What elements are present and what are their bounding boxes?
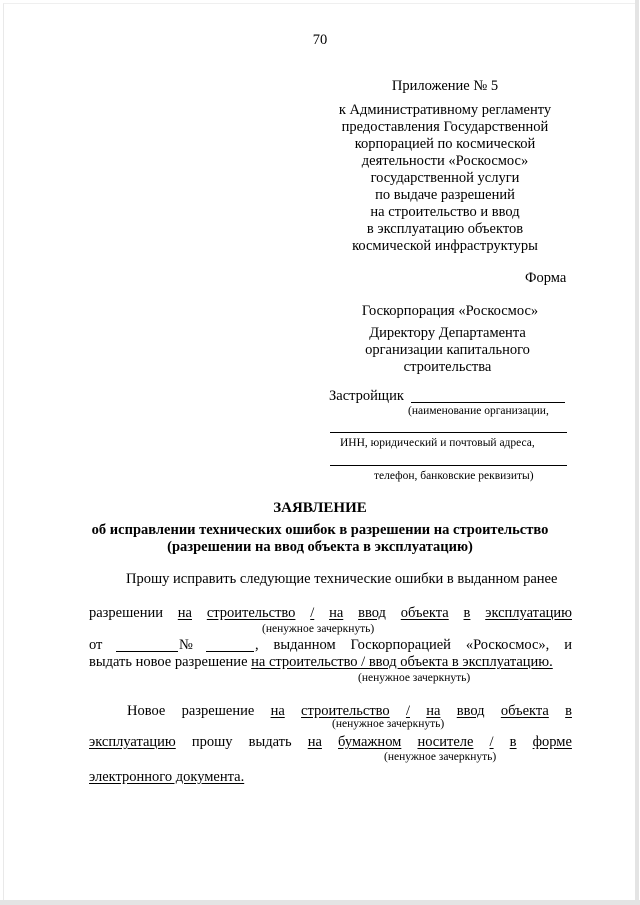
word-underlined: / <box>310 605 315 621</box>
word-underlined: объекта <box>500 703 549 719</box>
word: выдать <box>248 734 292 750</box>
appendix-line: в эксплуатацию объектов <box>366 221 524 237</box>
appendix-line: корпорацией по космической <box>354 136 536 152</box>
word: , <box>255 637 259 653</box>
addressee-org: Госкорпорация «Роскосмос» <box>361 303 539 319</box>
word: прошу <box>191 734 233 750</box>
word-underlined: на <box>426 703 441 719</box>
word: выданном <box>273 637 336 653</box>
appendix-line: к Административному регламенту <box>338 102 552 118</box>
developer-hint-3: телефон, банковские реквизиты) <box>374 470 534 482</box>
form-label: Форма <box>525 270 567 286</box>
developer-details-field <box>330 432 567 433</box>
document-subtitle-2: (разрешении на ввод объекта в эксплуатацию) <box>167 539 473 555</box>
page-edge-right <box>635 0 639 905</box>
word-underlined: эксплуатацию <box>89 734 176 750</box>
page-edge-bottom <box>0 900 640 905</box>
document-subtitle-1: об исправлении технических ошибок в разрешении на строительство <box>91 522 549 538</box>
word-underlined: строительство <box>301 703 390 719</box>
word-underlined: ввод <box>456 703 485 719</box>
word: разрешении <box>89 605 163 621</box>
word-underlined: / <box>405 703 410 719</box>
body-paragraph-1-line-3 <box>89 637 572 654</box>
word-underlined: в <box>463 605 471 621</box>
appendix-title: Приложение № 5 <box>391 78 499 94</box>
appendix-line: государственной услуги <box>370 170 520 186</box>
strike-note: (ненужное зачеркнуть) <box>358 672 471 684</box>
word-underlined: в <box>565 703 572 719</box>
appendix-line: по выдаче разрешений <box>375 187 515 203</box>
developer-contacts-field <box>330 465 567 466</box>
developer-label: Застройщик <box>329 388 404 404</box>
word-underlined: / <box>489 734 494 750</box>
word-underlined: бумажном <box>338 734 402 750</box>
appendix-line: предоставления Государственной <box>341 119 549 135</box>
addressee-line: строительства <box>403 359 492 375</box>
developer-hint-1: (наименование организации, <box>408 405 549 417</box>
body-paragraph-2-line-3: электронного документа. <box>89 769 245 785</box>
strike-note: (ненужное зачеркнуть) <box>384 751 497 763</box>
word-underlined: на <box>329 605 344 621</box>
strike-note: (ненужное зачеркнуть) <box>332 718 445 730</box>
word-from: от <box>89 637 103 653</box>
developer-hint-2: ИНН, юридический и почтовый адреса, <box>340 437 535 449</box>
number-sign: № <box>179 637 193 653</box>
word-underlined: на <box>270 703 285 719</box>
issue-new-permit-text: выдать новое разрешение <box>89 654 248 670</box>
issued-by-text <box>255 637 572 654</box>
word-underlined: на <box>177 605 192 621</box>
addressee-line: организации капитального <box>365 342 530 358</box>
strike-note: (ненужное зачеркнуть) <box>262 623 375 635</box>
word: «Роскосмос», <box>465 637 550 653</box>
word-underlined: эксплуатацию <box>485 605 572 621</box>
number-blank <box>206 651 254 652</box>
permit-type-options: на строительство / ввод объекта в эксплуатацию. <box>251 654 553 670</box>
word-underlined: на <box>307 734 322 750</box>
developer-name-field <box>411 402 565 403</box>
appendix-line: космической инфраструктуры <box>352 238 538 254</box>
addressee-line: Директору Департамента <box>369 325 526 341</box>
body-paragraph-1-line-2 <box>89 605 572 622</box>
word-underlined: носителе <box>417 734 474 750</box>
page-number: 70 <box>312 32 328 48</box>
document-title: ЗАЯВЛЕНИЕ <box>273 500 367 516</box>
word-underlined: форме <box>532 734 572 750</box>
word: Новое <box>127 703 166 719</box>
body-paragraph-1-line-4 <box>89 654 553 671</box>
appendix-line: на строительство и ввод <box>370 204 520 220</box>
appendix-description <box>325 102 565 255</box>
word-underlined: строительство <box>206 605 296 621</box>
appendix-line: деятельности «Роскосмос» <box>361 153 529 169</box>
word-underlined: в <box>509 734 517 750</box>
word: Госкорпорацией <box>350 637 451 653</box>
word: и <box>564 637 572 653</box>
word-underlined: ввод <box>358 605 386 621</box>
body-paragraph-1-line-1: Прошу исправить следующие технические ошибки в выданном ранее <box>126 571 558 587</box>
word: разрешение <box>181 703 255 719</box>
date-blank <box>116 651 178 652</box>
body-paragraph-2-line-2 <box>89 734 572 751</box>
word-underlined: объекта <box>400 605 449 621</box>
